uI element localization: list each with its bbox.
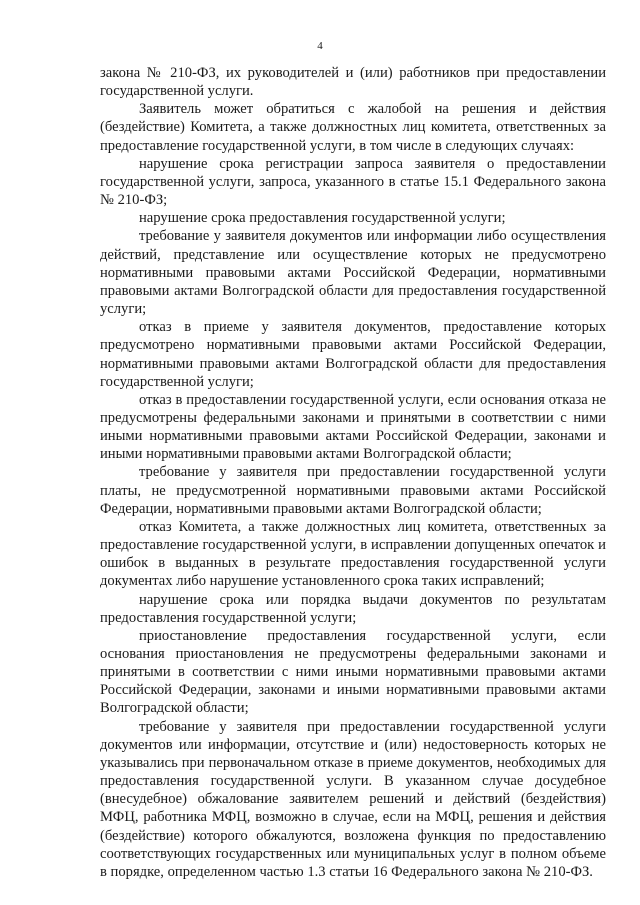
document-body <box>100 64 606 881</box>
paragraph-case-refusal-acceptance: отказ в приеме у заявителя документов, предоставление которых предусмотрено нормативными правовыми актами Российской Федерации, нормативными правовыми актами Волгоградской области для предоставления государственной услуги; <box>100 319 606 390</box>
paragraph-continuation: закона № 210-ФЗ, их руководителей и (или) работников при предоставлении государственной услуги. <box>100 65 606 100</box>
paragraph-case-deadline: нарушение срока предоставления государственной услуги; <box>139 210 506 227</box>
page-number: 4 <box>317 40 323 52</box>
paragraph-complaint-intro: Заявитель может обратиться с жалобой на решения и действия (бездействие) Комитета, а также должностных лиц комитета, ответственных за предоставление государственной услуги, в том числе в следующих случаях: <box>100 101 606 154</box>
paragraph-case-registration: нарушение срока регистрации запроса заявителя о предоставлении государственной услуги, запроса, указанного в статье 15.1 Федерального закона № 210-ФЗ; <box>100 155 606 209</box>
paragraph-case-extra-documents: требование у заявителя документов или информации либо осуществления действий, представление или осуществление которых не предусмотрено нормативными правовыми актами Российской Федерации, нормативными правовыми актами Волгоградской области для предоставления государственной услуги; <box>100 228 606 318</box>
paragraph-case-suspension: приостановление предоставления государственной услуги, если основания приостановления не предусмотрены федеральными законами и принятыми в соответствии с ними иными нормативными правовыми актами Российской Федерации, законами и иными нормативными правовыми актами Волгоградской области; <box>100 627 606 717</box>
paragraph-case-missing-documents: требование у заявителя при предоставлении государственной услуги документов или информации, отсутствие и (или) недостоверность которых не указывались при первоначальном отказе в приеме документов, необходимых для предоставления государственной услуги. В указанном случае досудебное (внесудебное) обжалование заявителем решений и действий (бездействия) МФЦ, работника МФЦ, возможно в случае, если на МФЦ, решения и действия (бездействие) которого обжалуются, возложена функция по предоставлению соответствующих государственных или муниципальных услуг в полном объеме в порядке, определенном частью 1.3 статьи 16 Федерального закона № 210-ФЗ. <box>100 718 606 880</box>
paragraph-case-corrections: отказ Комитета, а также должностных лиц комитета, ответственных за предоставление государственной услуги, в исправлении допущенных опечаток и ошибок в выданных в результате предоставления государственной услуги документах либо нарушение установленного срока таких исправлений; <box>100 518 606 590</box>
paragraph-case-refusal-service: отказ в предоставлении государственной услуги, если основания отказа не предусмотрены федеральными законами и принятыми в соответствии с ними иными нормативными правовыми актами Российской Федерации, законами и иными нормативными правовыми актами Волгоградской области; <box>100 391 606 463</box>
paragraph-case-issuance: нарушение срока или порядка выдачи документов по результатам предоставления государственной услуги; <box>100 591 606 626</box>
paragraph-case-fee: требование у заявителя при предоставлении государственной услуги платы, не предусмотренной нормативными правовыми актами Российской Федерации, нормативными правовыми актами Волгоградской области; <box>100 464 606 517</box>
